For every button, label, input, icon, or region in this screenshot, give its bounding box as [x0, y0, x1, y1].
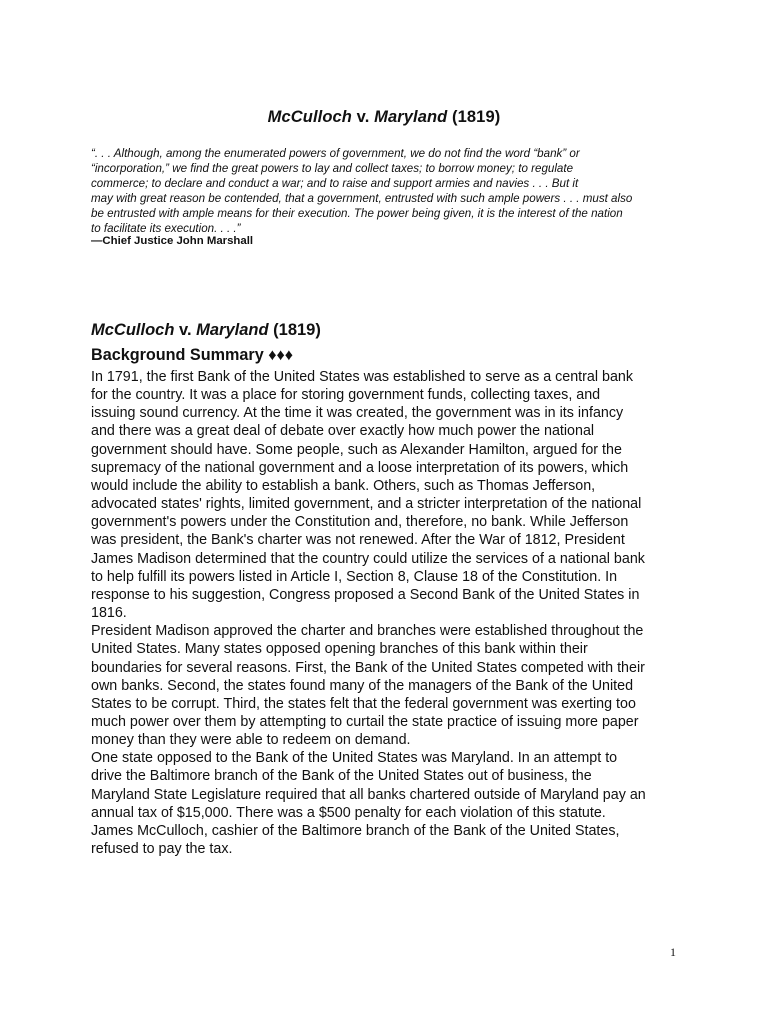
- section-case-first: McCulloch: [91, 321, 175, 339]
- body-line: 1816.: [91, 605, 127, 622]
- marshall-quote: [91, 146, 691, 237]
- section-case-vs: v.: [174, 321, 197, 339]
- section-heading: [91, 321, 321, 340]
- body-line: President Madison approved the charter and branches were established throughout the: [91, 623, 644, 640]
- body-line: much power over them by attempting to curtail the state practice of issuing more paper: [91, 713, 639, 730]
- body-line: would include the ability to establish a bank. Others, such as Thomas Jefferson,: [91, 477, 596, 494]
- quote-line: to facilitate its execution. . . .”: [91, 222, 241, 236]
- body-line: boundaries for several reasons. First, the Bank of the United States competed with their: [91, 659, 645, 676]
- quote-line: commerce; to declare and conduct a war; and to raise and support armies and navies . . . But it: [91, 177, 579, 191]
- quote-attribution: —Chief Justice John Marshall: [91, 235, 254, 247]
- body-line: James McCulloch, cashier of the Baltimore branch of the Bank of the United States,: [91, 822, 620, 839]
- body-line: was president, the Bank's charter was not renewed. After the War of 1812, President: [91, 532, 625, 549]
- body-line: and there was a great deal of debate over exactly how much power the national: [91, 423, 595, 440]
- body-line: response to his suggestion, Congress proposed a Second Bank of the United States in: [91, 586, 640, 603]
- title-case-second: Maryland: [374, 108, 448, 126]
- body-line: supremacy of the national government and a loose interpretation of its powers, which: [91, 459, 629, 476]
- body-line: Maryland State Legislature required that all banks chartered outside of Maryland pay an: [91, 786, 646, 803]
- body-line: refused to pay the tax.: [91, 841, 233, 858]
- section-case-year: (1819): [268, 321, 321, 339]
- body-line: advocated states' rights, limited government, and a stricter interpretation of the national: [91, 496, 642, 513]
- body-line: In 1791, the first Bank of the United States was established to serve as a central bank: [91, 369, 634, 385]
- document-title: [0, 108, 768, 127]
- body-line: United States. Many states opposed opening branches of this bank within their: [91, 641, 588, 658]
- body-line: issuing sound currency. At the time it was created, the government was in its infancy: [91, 405, 624, 422]
- body-line: James Madison determined that the country could utilize the services of a national bank: [91, 550, 645, 567]
- page-number: 1: [670, 945, 676, 959]
- section-case-second: Maryland: [196, 321, 269, 339]
- body-line: annual tax of $15,000. There was a $500 penalty for each violation of this statute.: [91, 804, 606, 821]
- body-line: money than they were able to redeem on demand.: [91, 732, 411, 749]
- body-line: own banks. Second, the states found many of the managers of the Bank of the United: [91, 677, 634, 694]
- quote-line: “. . . Although, among the enumerated powers of government, we do not find the word “bank” or: [91, 147, 580, 160]
- body-line: to help fulfill its powers listed in Article I, Section 8, Clause 18 of the Constitution. In: [91, 568, 618, 585]
- body-line: One state opposed to the Bank of the United States was Maryland. In an attempt to: [91, 750, 618, 767]
- body-line: for the country. It was a place for storing government funds, collecting taxes, and: [91, 387, 601, 404]
- background-summary-body: [91, 368, 691, 858]
- title-case-first: McCulloch: [267, 108, 352, 126]
- body-line: government's powers under the Constitution and, therefore, no bank. While Jefferson: [91, 514, 629, 531]
- body-line: States to be corrupt. Third, the states felt that the federal government was exerting too: [91, 695, 636, 712]
- quote-line: be entrusted with ample means for their execution. The power being given, it is the interest of the nation: [91, 207, 623, 221]
- background-summary-heading: Background Summary ♦♦♦: [91, 346, 293, 364]
- title-case-year: (1819): [447, 108, 501, 126]
- quote-line: may with great reason be contended, that a government, entrusted with such ample powers . . . must also: [91, 192, 633, 206]
- quote-line: “incorporation,” we find the great powers to lay and collect taxes; to borrow money; to regulate: [91, 162, 574, 176]
- body-line: drive the Baltimore branch of the Bank of the United States out of business, the: [91, 768, 592, 785]
- title-case-vs: v.: [351, 108, 375, 126]
- body-line: government should have. Some people, such as Alexander Hamilton, argued for the: [91, 441, 622, 458]
